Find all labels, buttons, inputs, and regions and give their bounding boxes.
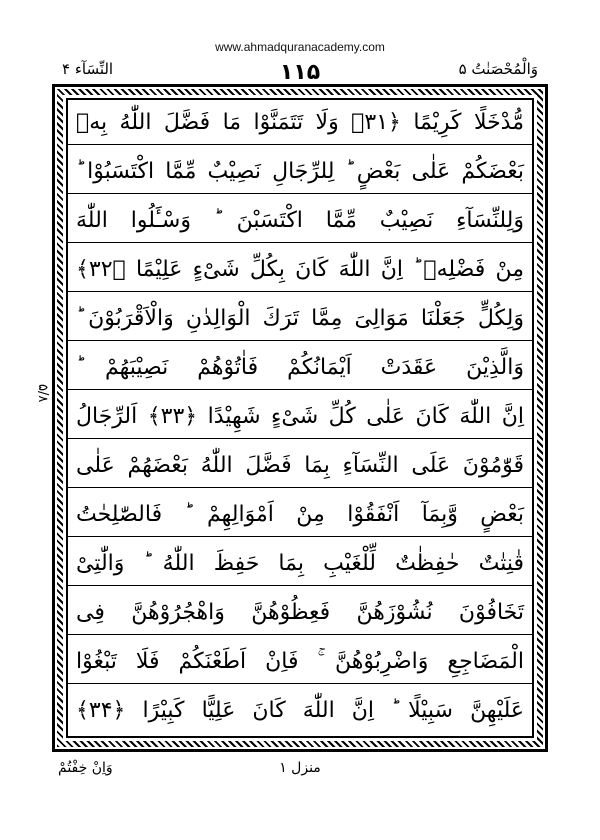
verse-line: مُّدْخَلًا كَرِيْمًا ﴿۳۱﴾ وَلَا تَتَمَنَّوْا مَا فَضَّلَ اللّٰهُ بِهٖ bbox=[68, 100, 532, 145]
manzil-label: منزل ۱ bbox=[279, 760, 321, 776]
site-url: www.ahmadquranacademy.com bbox=[215, 40, 385, 54]
verse-line: عَلَيْهِنَّ سَبِيْلًا ؕ اِنَّ اللّٰهَ كَانَ عَلِيًّا كَبِيْرًا ﴿۳۴﴾ bbox=[76, 698, 524, 723]
surah-label: النِّسَآء ۴ bbox=[62, 60, 114, 78]
page-number: ۱۱۵ bbox=[279, 60, 321, 85]
verse-line: قَوّٰمُوْنَ عَلَى النِّسَآءِ بِمَا فَضَّلَ اللّٰهُ بَعْضَهُمْ عَلٰى bbox=[68, 443, 532, 488]
verse-line: مِنْ فَضْلِهٖ ؕ اِنَّ اللّٰهَ كَانَ بِكُلِّ شَیْءٍ عَلِيْمًا ﴿۳۲﴾ bbox=[68, 247, 532, 292]
verse-text-block bbox=[68, 100, 532, 736]
verse-line: قٰنِتٰتٌ حٰفِظٰتٌ لِّلْغَيْبِ بِمَا حَفِظَ اللّٰهُ ؕ وَالّٰتِیْ bbox=[68, 541, 532, 586]
verse-line: بَعْضَكُمْ عَلٰى بَعْضٍ ؕ لِلرِّجَالِ نَصِيْبٌ مِّمَّا اكْتَسَبُوْا ؕ bbox=[68, 149, 532, 194]
verse-line: تَخَافُوْنَ نُشُوْزَهُنَّ فَعِظُوْهُنَّ وَاهْجُرُوْهُنَّ فِی bbox=[68, 590, 532, 635]
juz-label: وَالْمُحْصَنٰتُ ۵ bbox=[458, 60, 538, 78]
next-page-catchword: وَاِنْ خِفْتُمْ bbox=[58, 760, 113, 776]
verse-line: اِنَّ اللّٰهَ كَانَ عَلٰى كُلِّ شَیْءٍ شَهِيْدًا ﴿۳۳﴾ اَلرِّجَالُ bbox=[68, 394, 532, 439]
verse-line: وَلِلنِّسَآءِ نَصِيْبٌ مِّمَّا اكْتَسَبْنَ ؕ وَسْـَٔلُوا اللّٰهَ bbox=[68, 198, 532, 243]
verse-line: وَلِكُلٍّ جَعَلْنَا مَوَالِیَ مِمَّا تَرَكَ الْوَالِدٰنِ وَالْاَقْرَبُوْنَ ؕ bbox=[68, 296, 532, 341]
ruku-side-mark: ۵/۸ bbox=[35, 384, 50, 403]
verse-line: الْمَضَاجِعِ وَاضْرِبُوْهُنَّ ۚ فَاِنْ اَطَعْنَكُمْ فَلَا تَبْغُوْا bbox=[68, 639, 532, 684]
verse-line: بَعْضٍ وَّبِمَآ اَنْفَقُوْا مِنْ اَمْوَالِهِمْ ؕ فَالصّٰلِحٰتُ bbox=[68, 492, 532, 537]
verse-line: وَالَّذِيْنَ عَقَدَتْ اَيْمَانُكُمْ فَاٰتُوْهُمْ نَصِيْبَهُمْ ؕ bbox=[68, 345, 532, 390]
